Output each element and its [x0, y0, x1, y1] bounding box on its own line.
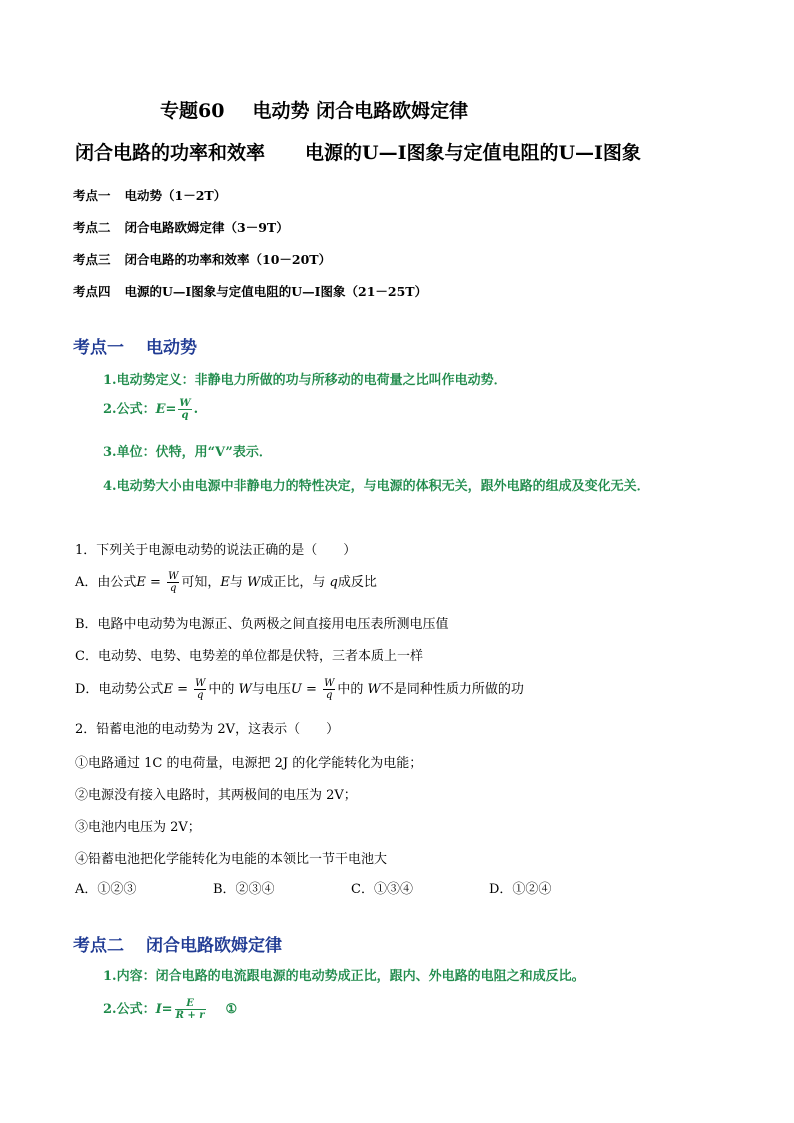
- option-a: A．①②③: [75, 882, 137, 897]
- section-title: 闭合电路欧姆定律: [146, 936, 282, 956]
- charge-symbol: q: [329, 575, 338, 590]
- question-2-statement-4: ④铅蓄电池把化学能转化为电能的本领比一节干电池大: [75, 852, 388, 867]
- definition-point-1: 1.电动势定义：非静电力所做的功与所移动的电荷量之比叫作电动势．: [103, 373, 507, 388]
- formula-prefix: 2.公式：: [103, 1002, 156, 1017]
- section-title: 电动势: [146, 338, 197, 358]
- toc-item: [73, 282, 427, 300]
- fraction: [194, 679, 206, 701]
- option-text: 可知，: [181, 575, 221, 590]
- formula-point-2: [103, 998, 237, 1021]
- equals: =: [301, 682, 322, 697]
- toc-text: 电动势（1－2T）: [124, 188, 227, 203]
- fraction: [167, 572, 179, 594]
- emf-symbol: E: [220, 575, 230, 590]
- option-text: 中的: [208, 682, 239, 697]
- numerator: W: [179, 397, 191, 409]
- work-symbol: W: [247, 575, 261, 590]
- option-text: 不是同种性质力所做的功: [380, 682, 524, 697]
- option-b: B．②③④: [213, 882, 275, 897]
- formula-point-2: [103, 398, 198, 421]
- current-symbol: I: [155, 1002, 162, 1017]
- section-label: 考点一: [73, 338, 124, 358]
- toc-text: 电源的U—I图象与定值电阻的U—I图象（21－25T）: [124, 284, 428, 299]
- toc-label: 考点三: [73, 252, 111, 267]
- equals: =: [161, 1002, 173, 1017]
- equals: =: [165, 402, 177, 417]
- topic-name: 电动势 闭合电路欧姆定律: [252, 100, 469, 122]
- fraction: [175, 999, 206, 1021]
- work-symbol: W: [367, 682, 381, 697]
- subtitle-b: 电源的U—I图象与定值电阻的U—I图象: [305, 142, 641, 164]
- question-1-option-c: C．电动势、电势、电势差的单位都是伏特，三者本质上一样: [75, 649, 423, 664]
- fraction: [323, 679, 335, 701]
- option-c: C．①③④: [351, 882, 413, 897]
- content-point-1: 1.内容：闭合电路的电流跟电源的电动势成正比，跟内、外电路的电阻之和成反比。: [103, 969, 585, 984]
- option-text: 与电压: [251, 682, 291, 697]
- question-1-option-b: B．电路中电动势为电源正、负两极之间直接用电压表所测电压值: [75, 617, 449, 632]
- toc-text: 闭合电路欧姆定律（3－9T）: [124, 220, 289, 235]
- fraction: [178, 399, 191, 421]
- numerator: E: [186, 997, 194, 1009]
- option-text: D．电动势公式: [75, 682, 164, 697]
- denominator: q: [323, 689, 335, 701]
- question-2-statement-1: ①电路通过 1C 的电荷量，电源把 2J 的化学能转化为电能；: [75, 756, 423, 771]
- denominator: q: [194, 689, 206, 701]
- denominator: q: [167, 582, 179, 594]
- equals: =: [172, 682, 193, 697]
- equation-mark: ①: [225, 1002, 238, 1017]
- voltage-symbol: U: [290, 682, 302, 697]
- period: .: [193, 402, 199, 417]
- numerator: W: [195, 677, 206, 689]
- toc-text: 闭合电路的功率和效率（10－20T）: [124, 252, 332, 267]
- option-text: 与: [229, 575, 247, 590]
- option-d: D．①②④: [489, 882, 552, 897]
- formula-prefix: 2.公式：: [103, 402, 156, 417]
- emf-symbol: E: [163, 682, 173, 697]
- question-1-option-d: [75, 678, 524, 701]
- subtitle-a: 闭合电路的功率和效率: [75, 142, 266, 164]
- emf-symbol: E: [155, 402, 166, 417]
- toc-item: [73, 218, 289, 236]
- emf-symbol: E: [136, 575, 146, 590]
- numerator: W: [324, 677, 335, 689]
- toc-label: 考点四: [73, 284, 111, 299]
- page-title-line2: [75, 138, 641, 165]
- toc-label: 考点二: [73, 220, 111, 235]
- unit-point-3: 3.单位：伏特，用“V”表示．: [103, 445, 272, 460]
- toc-item: [73, 250, 331, 268]
- toc-item: [73, 186, 226, 204]
- option-text: 成反比: [337, 575, 377, 590]
- question-1-option-a: [75, 571, 377, 594]
- equals: =: [145, 575, 166, 590]
- question-2-options: [75, 878, 551, 897]
- topic-number: 专题60: [160, 100, 225, 122]
- page-title-line1: [160, 96, 468, 123]
- work-symbol: W: [238, 682, 252, 697]
- section-heading-2: [73, 931, 282, 956]
- denominator: R + r: [175, 1009, 205, 1021]
- denominator: q: [178, 409, 191, 421]
- section-heading-1: [73, 333, 197, 358]
- option-text: 中的: [337, 682, 368, 697]
- option-text: 成正比，与: [260, 575, 330, 590]
- toc-label: 考点一: [73, 188, 111, 203]
- question-2-stem: 2．铅蓄电池的电动势为 2V，这表示（ ）: [75, 722, 340, 737]
- question-2-statement-3: ③电池内电压为 2V；: [75, 820, 201, 835]
- question-2-statement-2: ②电源没有接入电路时，其两极间的电压为 2V；: [75, 788, 357, 803]
- section-label: 考点二: [73, 936, 124, 956]
- question-1-stem: 1．下列关于电源电动势的说法正确的是（ ）: [75, 543, 357, 558]
- property-point-4: 4.电动势大小由电源中非静电力的特性决定，与电源的体积无关，跟外电路的组成及变化无关．: [103, 479, 650, 494]
- numerator: W: [168, 570, 179, 582]
- option-text: A．由公式: [75, 575, 137, 590]
